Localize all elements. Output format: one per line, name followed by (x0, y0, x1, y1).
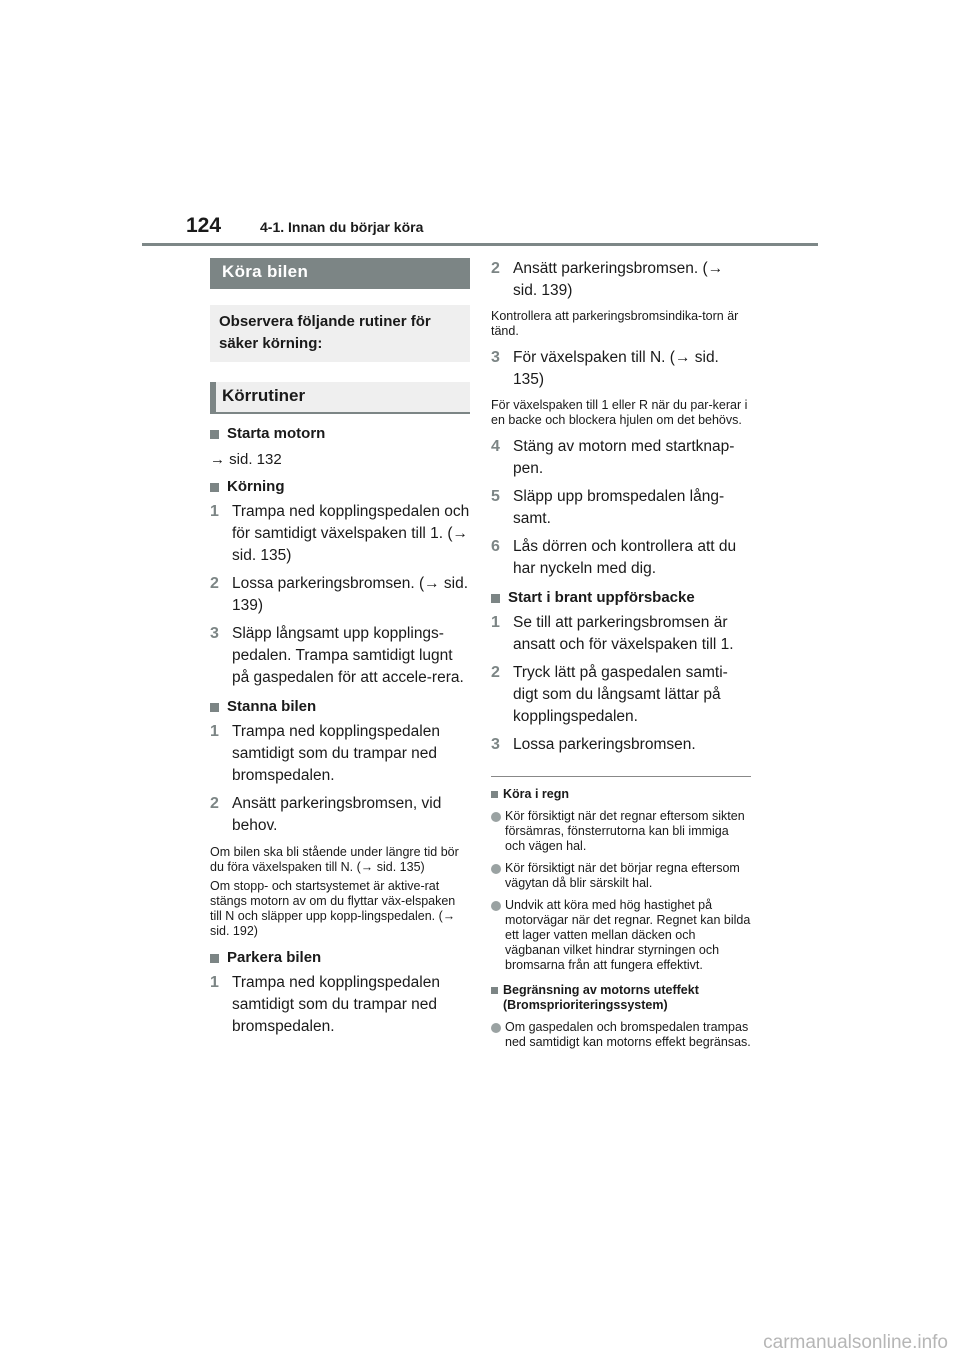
bullet-text: Kör försiktigt när det börjar regna eftersom vägytan då blir särskilt hal. (505, 861, 740, 890)
section-title: 4-1. Innan du börjar köra (260, 219, 424, 235)
bullet-text: Kör försiktigt när det regnar eftersom sikten försämras, fönsterrutorna kan bli immiga och vägen hal. (505, 809, 745, 853)
step-item (210, 501, 470, 567)
step-number: 1 (491, 614, 500, 631)
info-bullet (491, 1020, 751, 1050)
step-number: 2 (491, 260, 500, 277)
heading-hill-start (491, 588, 751, 608)
info-heading-rain (491, 787, 751, 802)
step-number: 1 (210, 974, 219, 991)
info-heading-text: Begränsning av motorns uteffekt (Bromsprioriteringssystem) (503, 983, 699, 1012)
page-reference (210, 449, 470, 471)
step-text: Släpp långsamt upp kopplings-pedalen. Trampa samtidigt lugnt på gaspedalen för att accele-rera. (232, 625, 464, 686)
step-text: Trampa ned kopplingspedalen samtidigt som du trampar ned bromspedalen. (232, 723, 440, 784)
step-number: 1 (210, 723, 219, 740)
step-item (210, 623, 470, 689)
info-bullet (491, 898, 751, 973)
heading-text: Starta motorn (227, 425, 326, 442)
step-text: Lås dörren och kontrollera att du har nyckeln med dig. (513, 538, 737, 577)
step-item (491, 734, 751, 756)
step-number: 6 (491, 538, 500, 555)
left-column (210, 258, 470, 1038)
step-number: 2 (491, 664, 500, 681)
chapter-title: Köra bilen (210, 258, 470, 289)
square-bullet-icon (491, 791, 498, 798)
step-item (491, 536, 751, 580)
step-item (210, 573, 470, 617)
heading-driving (210, 477, 470, 497)
step-number: 3 (491, 349, 500, 366)
heading-text: Stanna bilen (227, 698, 317, 715)
square-bullet-icon (210, 703, 219, 712)
note-text: Om bilen ska bli stående under längre tid bör du föra växelspaken till N. (→ sid. 135) (210, 845, 459, 874)
heading-text: Parkera bilen (227, 949, 322, 966)
note-text: Om stopp- och startsystemet är aktive-rat stängs motorn av om du flyttar väx-elspaken till N och släpper upp kopp-lingspedalen. (→ sid. 192) (210, 879, 456, 938)
step-number: 2 (210, 795, 219, 812)
header-divider (142, 243, 818, 246)
circle-bullet-icon (491, 901, 501, 911)
step-item (491, 436, 751, 480)
info-heading-text: Köra i regn (503, 787, 569, 801)
step-item (210, 721, 470, 787)
step-item (491, 486, 751, 530)
step-text: För växelspaken till N. (→ sid. 135) (513, 349, 719, 388)
step-text: Trampa ned kopplingspedalen och för samtidigt växelspaken till 1. (→ sid. 135) (232, 503, 470, 564)
step-number: 4 (491, 438, 500, 455)
step-item (491, 258, 751, 302)
step-text: Släpp upp bromspedalen lång-samt. (513, 488, 725, 527)
subsection-heading: Körrutiner (210, 382, 470, 414)
step-item (491, 347, 751, 391)
info-bullet (491, 861, 751, 891)
bullet-text: Undvik att köra med hög hastighet på motorvägar när det regnar. Regnet kan bilda ett lager vatten mellan däcken och vägbanan vilket hindrar styrningen och bromsarna från att fungera effektivt. (505, 898, 751, 972)
step-number: 3 (491, 736, 500, 753)
step-item (210, 972, 470, 1038)
info-heading-power-limit (491, 983, 751, 1013)
reference-text: sid. 132 (229, 451, 282, 468)
info-bullet (491, 809, 751, 854)
heading-stop-car (210, 697, 470, 717)
step-number: 3 (210, 625, 219, 642)
step-text: Trampa ned kopplingspedalen samtidigt som du trampar ned bromspedalen. (232, 974, 440, 1035)
step-text: Lossa parkeringsbromsen. (513, 736, 696, 753)
step-number: 5 (491, 488, 500, 505)
step-number: 1 (210, 503, 219, 520)
right-column (491, 258, 751, 1050)
step-item (210, 793, 470, 837)
step-item (491, 662, 751, 728)
circle-bullet-icon (491, 1023, 501, 1033)
arrow-right-icon: → (210, 451, 225, 468)
circle-bullet-icon (491, 812, 501, 822)
step-text: Ansätt parkeringsbromsen. (→ sid. 139) (513, 260, 724, 299)
step-text: Lossa parkeringsbromsen. (→ sid. 139) (232, 575, 469, 614)
step-item (491, 612, 751, 656)
heading-text: Start i brant uppförsbacke (508, 589, 695, 606)
square-bullet-icon (210, 954, 219, 963)
step-text: Stäng av motorn med startknap-pen. (513, 438, 735, 477)
square-bullet-icon (491, 594, 500, 603)
heading-text: Körning (227, 478, 285, 495)
intro-box: Observera följande rutiner för säker körning: (210, 305, 470, 362)
bullet-text: Om gaspedalen och bromspedalen trampas ned samtidigt kan motorns effekt begränsas. (505, 1020, 751, 1049)
square-bullet-icon (210, 430, 219, 439)
square-bullet-icon (491, 987, 498, 994)
page-number: 124 (186, 214, 222, 237)
step-text: Tryck lätt på gaspedalen samti-digt som du långsamt lättar på kopplingspedalen. (513, 664, 728, 725)
step-number: 2 (210, 575, 219, 592)
step-text: Ansätt parkeringsbromsen, vid behov. (232, 795, 442, 834)
watermark: carmanualsonline.info (763, 1332, 948, 1353)
heading-park-car (210, 948, 470, 968)
circle-bullet-icon (491, 864, 501, 874)
step-text: Se till att parkeringsbromsen är ansatt och för växelspaken till 1. (513, 614, 734, 653)
note-text: Kontrollera att parkeringsbromsindika-torn är tänd. (491, 309, 739, 338)
heading-start-engine (210, 424, 470, 444)
square-bullet-icon (210, 483, 219, 492)
section-divider (491, 776, 751, 777)
note-text: För växelspaken till 1 eller R när du par-kerar i en backe och blockera hjulen om det behövs. (491, 398, 748, 427)
